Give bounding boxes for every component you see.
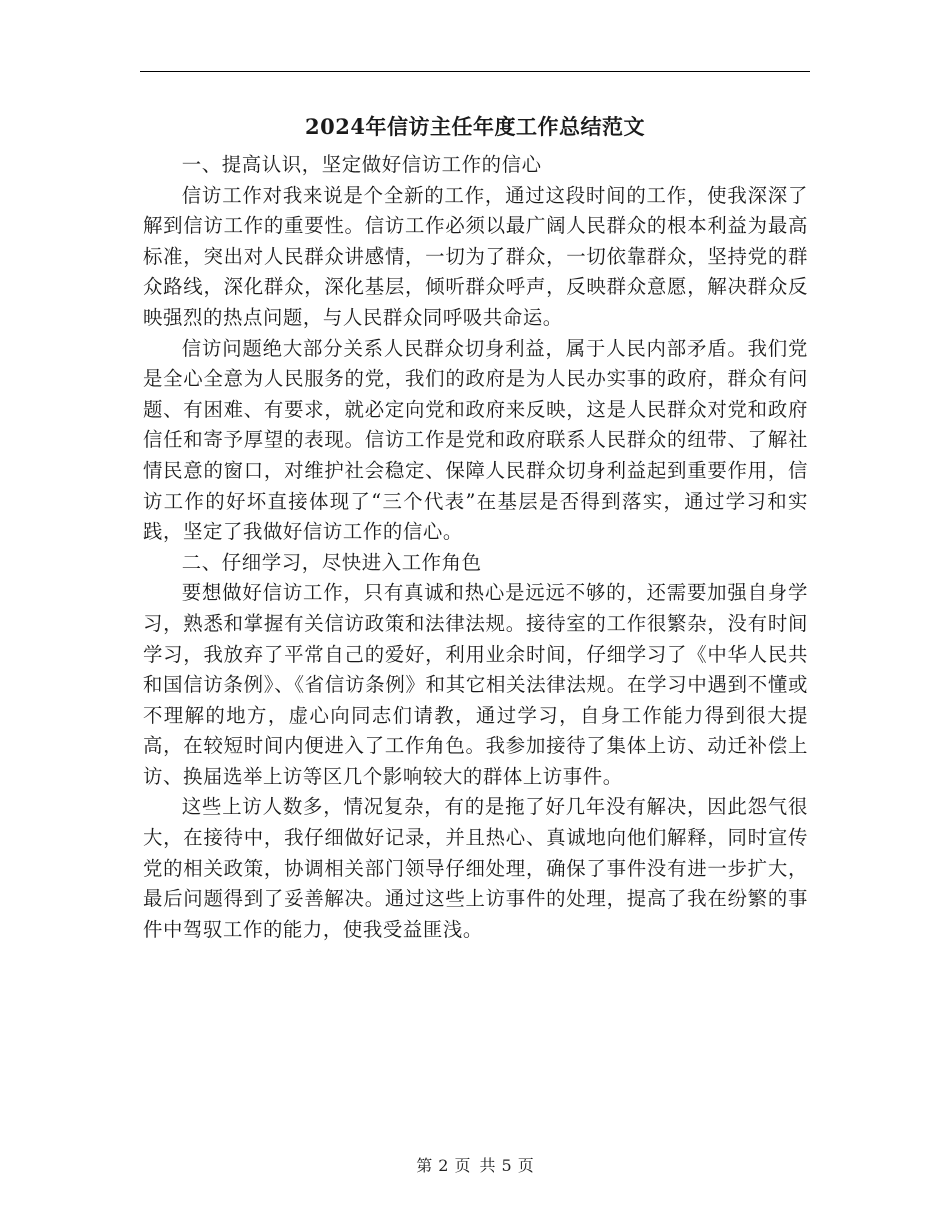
footer-prefix: 第 bbox=[416, 1156, 433, 1175]
current-page-number: 2 bbox=[438, 1156, 449, 1175]
footer-middle: 页 共 bbox=[454, 1156, 496, 1175]
section-heading-2: 二、仔细学习，尽快进入工作角色 bbox=[181, 550, 482, 574]
document-body bbox=[143, 150, 808, 945]
section-heading-1: 一、提高认识，坚定做好信访工作的信心 bbox=[181, 153, 542, 176]
paragraph-3: 要想做好信访工作，只有真诚和热心是远远不够的，还需要加强自身学习，熟悉和掌握有关信访政策和法律法规。接待室的工作很繁杂，没有时间学习，我放弃了平常自己的爱好，利用业余时间，仔细学习了《中华人民共和国信访条例》、《省信访条例》和其它相关法律法规。在学习中遇到不懂或不理解的地方，虚心向同志们请教，通过学习，自身工作能力得到很大提高，在较短时间内便进入了工作角色。我参加接待了集体上访、动迁补偿上访、换届选举上访等区几个影响较大的群体上访事件。 bbox=[143, 581, 808, 788]
footer-suffix: 页 bbox=[517, 1156, 534, 1175]
page-footer bbox=[0, 1155, 950, 1177]
paragraph-1: 信访工作对我来说是个全新的工作，通过这段时间的工作，使我深深了解到信访工作的重要性。信访工作必须以最广阔人民群众的根本利益为最高标准，突出对人民群众讲感情，一切为了群众，一切依靠群众，坚持党的群众路线，深化群众，深化基层，倾听群众呼声，反映群众意愿，解决群众反映强烈的热点问题，与人民群众同呼吸共命运。 bbox=[143, 183, 808, 329]
document-title: 2024年信访主任年度工作总结范文 bbox=[305, 114, 645, 139]
total-pages-number: 5 bbox=[501, 1156, 512, 1175]
paragraph-4: 这些上访人数多，情况复杂，有的是拖了好几年没有解决，因此怨气很大，在接待中，我仔细做好记录，并且热心、真诚地向他们解释，同时宣传党的相关政策，协调相关部门领导仔细处理，确保了事件没有进一步扩大，最后问题得到了妥善解决。通过这些上访事件的处理，提高了我在纷繁的事件中驾驭工作的能力，使我受益匪浅。 bbox=[143, 795, 808, 941]
header-rule bbox=[140, 71, 810, 72]
paragraph-2: 信访问题绝大部分关系人民群众切身利益，属于人民内部矛盾。我们党是全心全意为人民服务的党，我们的政府是为人民办实事的政府，群众有问题、有困难、有要求，就必定向党和政府来反映，这是人民群众对党和政府信任和寄予厚望的表现。信访工作是党和政府联系人民群众的纽带、了解社情民意的窗口，对维护社会稳定、保障人民群众切身利益起到重要作用，信访工作的好坏直接体现了“三个代表”在基层是否得到落实，通过学习和实践，坚定了我做好信访工作的信心。 bbox=[143, 336, 808, 544]
